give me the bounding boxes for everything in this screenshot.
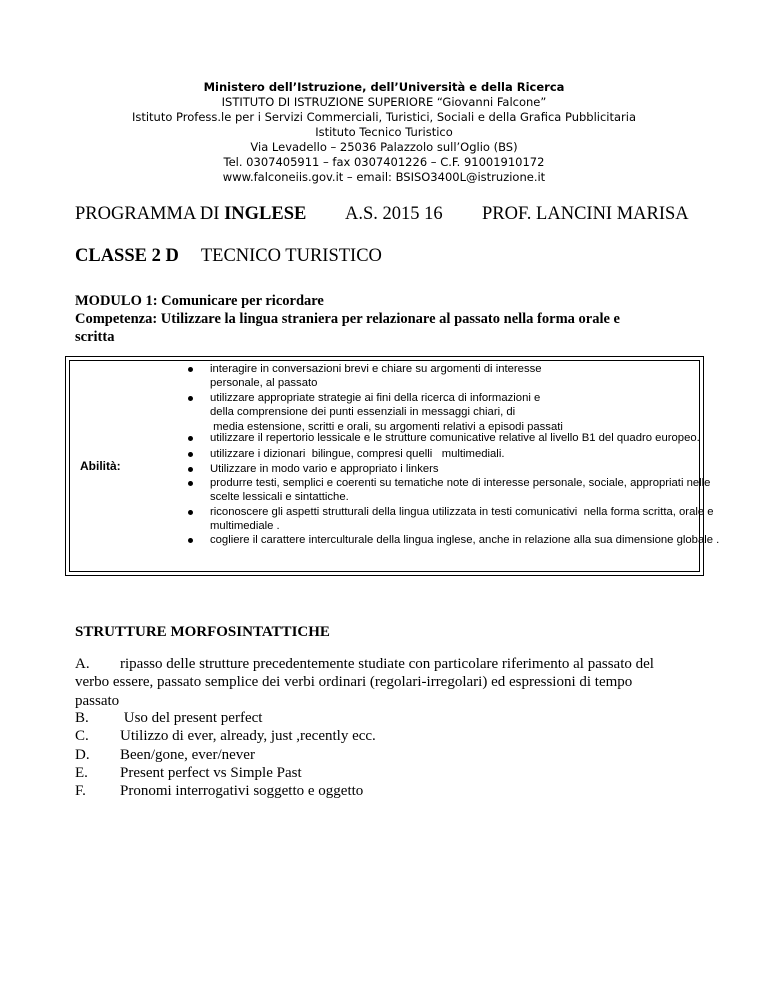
program-subject: INGLESE [224,204,307,224]
structure-item [75,728,376,745]
item-a-line-2: verbo essere, passato semplice dei verbi ordinari (regolari-irregolari) ed espressioni di tempo [75,674,633,691]
address-line: Via Levadello – 25036 Palazzolo sull’Oglio (BS) [250,140,518,154]
bullet-icon [188,467,193,472]
bullet-icon [188,436,193,441]
skill-item-line: della comprensione dei punti essenziali in messaggi chiari, di [210,406,516,419]
item-key: C. [75,728,89,745]
bullet-icon [188,538,193,543]
phone-line: Tel. 0307405911 – fax 0307401226 – C.F. 91001910172 [223,155,545,169]
item-key-a: A. [75,656,90,672]
skill-item [210,362,690,391]
skill-item-line: scelte lessicali e sintattiche. [210,491,349,504]
item-text: Present perfect vs Simple Past [120,764,302,781]
skill-item-line: multimediale . [210,520,280,533]
class-label: CLASSE 2 D [75,246,179,266]
item-key: F. [75,783,86,800]
skill-item [210,462,690,476]
bullet-icon [188,396,193,401]
item-text: Utilizzo di ever, already, just ,recently ecc. [120,728,376,745]
skill-item [210,533,720,547]
structure-item [75,765,302,782]
letterhead [0,80,768,185]
program-prefix: PROGRAMMA DI [75,204,225,224]
school-year: A.S. 2015 16 [345,204,443,224]
competence-line-1: Competenza: Utilizzare la lingua straniera per relazionare al passato nella forma orale e [75,311,620,327]
skill-item-line: riconoscere gli aspetti strutturali della lingua utilizzata in testi comunicativi nella forma scritta, orale e [210,506,714,518]
competence-line-2: scritta [75,329,115,345]
module-title: MODULO 1: Comunicare per ricordare [75,293,324,309]
skill-item-line: utilizzare il repertorio lessicale e le strutture comunicative relative al livello B1 del quadro europeo. [210,432,700,444]
skill-item [210,431,700,445]
ministry-line: Ministero dell’Istruzione, dell’Università e della Ricerca [203,80,565,94]
bullet-icon [188,452,193,457]
item-text: Been/gone, ever/never [120,746,255,763]
item-key: E. [75,764,88,781]
skill-item-line: cogliere il carattere interculturale della lingua inglese, anche in relazione alla sua dimensione globale . [210,534,720,546]
bullet-icon [188,367,193,372]
class-line [75,246,382,267]
institute-line: ISTITUTO DI ISTRUZIONE SUPERIORE “Giovanni Falcone” [221,95,547,109]
structure-item [75,710,262,727]
institute-technical: Istituto Tecnico Turistico [315,125,453,139]
skill-item-line: produrre testi, semplici e coerenti su tematiche note di interesse personale, sociale, appropriati nelle [210,477,711,489]
skill-item-line: utilizzare appropriate strategie ai fini della ricerca di informazioni e [210,392,541,404]
structure-item [75,747,255,764]
program-title [75,204,306,225]
skill-item [210,391,690,434]
item-text: Uso del present perfect [120,710,263,726]
class-course: TECNICO TURISTICO [200,246,382,266]
item-text: Pronomi interrogativi soggetto e oggetto [120,783,364,800]
skill-item-line: personale, al passato [210,377,318,390]
item-key: B. [75,710,89,726]
skill-item-line: media estensione, scritti e orali, su argomenti relativi a episodi passati [210,420,563,433]
skill-item [210,505,714,534]
web-email-line: www.falconeiis.gov.it – email: BSISO3400L@istruzione.it [222,170,546,184]
skill-item [210,476,711,505]
institute-description: Istituto Profess.le per i Servizi Commerciali, Turistici, Sociali e della Grafica Pubblicitaria [131,110,637,124]
item-key: D. [75,746,90,763]
bullet-icon [188,510,193,515]
skill-item [210,447,690,461]
skills-label: Abilità: [80,459,121,473]
skill-item-line: interagire in conversazioni brevi e chiare su argomenti di interesse [210,363,542,375]
structures-title: STRUTTURE MORFOSINTATTICHE [75,624,330,640]
skill-item-line: Utilizzare in modo vario e appropriato i linkers [210,463,439,475]
item-a-line-3: passato [75,692,120,709]
structure-item [75,783,363,800]
item-a-line-1: ripasso delle strutture precedentemente studiate con particolare riferimento al passato del [120,656,654,672]
skill-item-line: utilizzare i dizionari bilingue, compresi quelli multimediali. [210,448,505,460]
structure-item-a [75,655,654,710]
teacher-name: PROF. LANCINI MARISA [482,204,689,224]
bullet-icon [188,481,193,486]
